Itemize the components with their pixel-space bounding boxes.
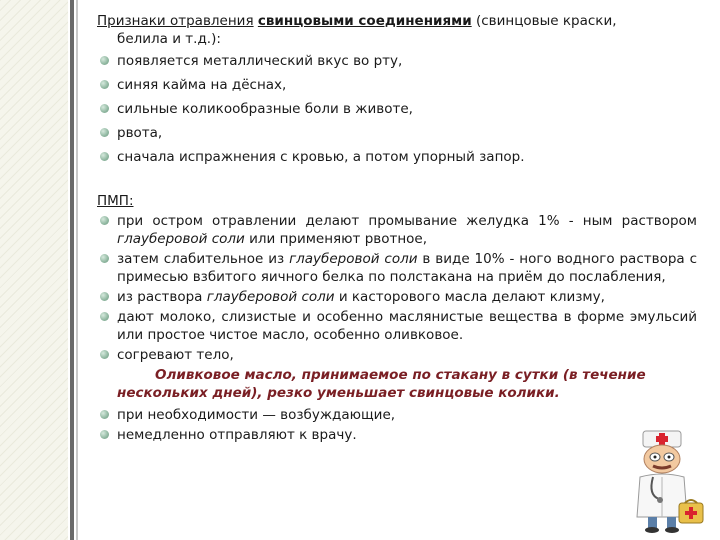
pmp-list-end [97,406,697,444]
olive-oil-note [97,366,697,402]
pmp-title: ПМП: [97,193,134,209]
list-item: согревают тело, [97,346,697,364]
pmp-italic: глауберовой соли [206,289,335,305]
pmp-text: затем слабительное из [117,251,290,267]
intro-line [97,12,697,30]
symptoms-list [97,52,697,166]
intro-line-2: белила и т.д.): [117,31,221,47]
intro-prefix: Признаки отравления [97,13,254,29]
doctor-cartoon-icon [615,425,710,535]
list-item: появляется металлический вкус во рту, [97,52,697,70]
list-item: сильные коликообразные боли в животе, [97,100,697,118]
pmp-list [97,212,697,364]
pmp-text: в виде 10% - ного водного раствора с примесью взбитого яичного белка по полстакана на приём до послабления, [117,251,698,285]
divider-light [76,0,78,540]
list-item: рвота, [97,124,697,142]
list-item: дают молоко, слизистые и особенно маслянистые вещества в форме эмульсий или простое чистое масло, особенно оливковое. [97,308,697,344]
list-item: при необходимости — возбуждающие, [97,406,697,424]
pmp-text: и касторового масла делают клизму, [334,289,605,305]
pmp-italic: глауберовой соли [117,231,245,247]
list-item [97,288,697,306]
pmp-text: при остром отравлении делают промывание желудка 1% - ным раствором [117,213,697,229]
note-line-1: Оливковое масло, принимаемое по стакану в сутки (в течение [155,367,646,383]
left-decorative-panel [0,0,68,540]
divider-dark [70,0,74,540]
list-item: немедленно отправляют к врачу. [97,426,697,444]
note-line-2: нескольких дней), резко уменьшает свинцовые колики. [117,385,560,401]
slide-content [97,12,697,450]
intro-suffix: (свинцовые краски, [471,13,617,29]
list-item: синяя кайма на дёснах, [97,76,697,94]
list-item [97,250,697,286]
list-item: сначала испражнения с кровью, а потом упорный запор. [97,148,697,166]
pmp-italic: глауберовой соли [289,251,418,267]
intro-bold: свинцовыми соединениями [257,13,472,29]
pmp-text: или применяют рвотное, [244,231,428,247]
list-item [97,212,697,248]
pmp-text: из раствора [117,289,207,305]
